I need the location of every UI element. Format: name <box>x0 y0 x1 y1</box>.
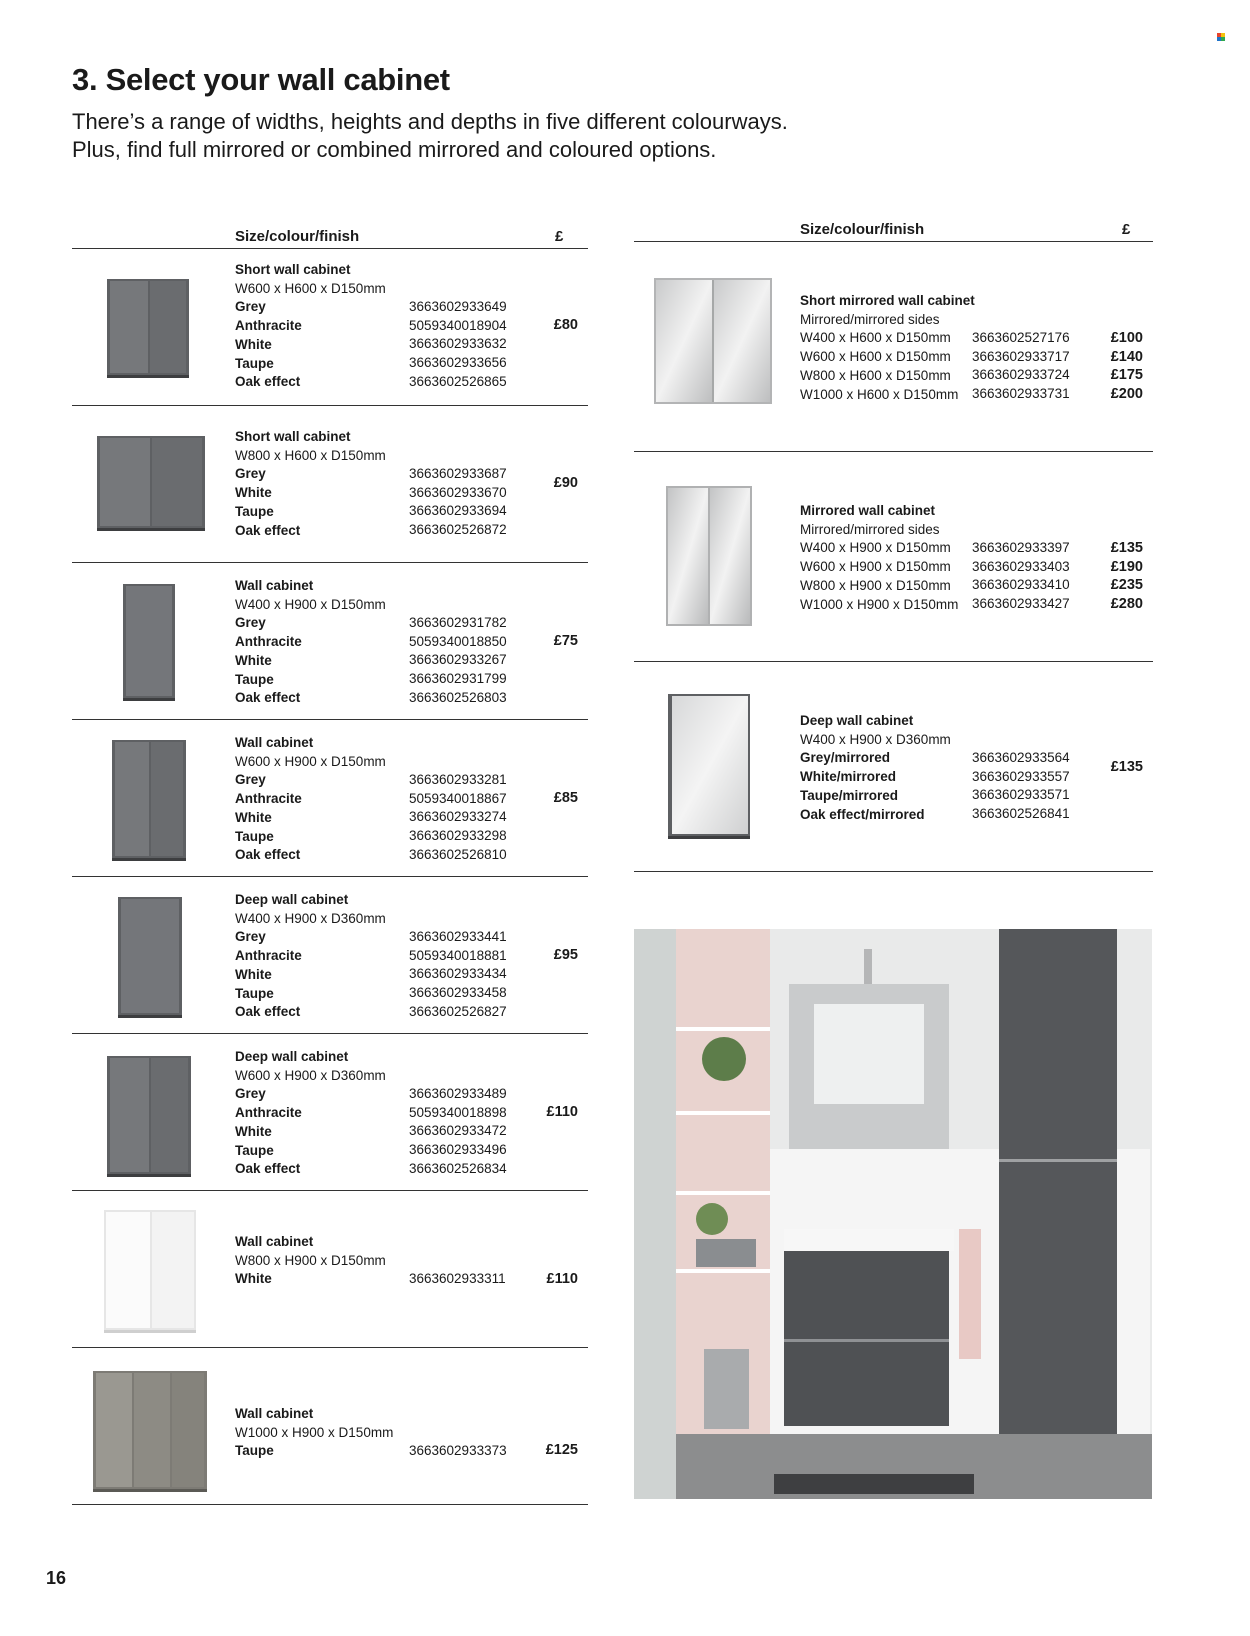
product-title: Deep wall cabinet <box>800 713 914 728</box>
product-size: W600 x H600 x D150mm <box>800 349 951 365</box>
product-price: £175 <box>1110 367 1143 384</box>
product-code: 5059340018898 <box>409 1104 507 1120</box>
product-size: W400 x H900 x D360mm <box>235 910 386 926</box>
finish: Grey/mirrored <box>800 750 891 766</box>
row-divider <box>634 871 1153 872</box>
finish: Taupe/mirrored <box>800 787 899 803</box>
product-code: 3663602933649 <box>409 299 507 314</box>
intro-text <box>72 108 972 164</box>
product-size: W600 x H600 x D150mm <box>235 280 386 296</box>
product-size: W600 x H900 x D150mm <box>800 559 951 575</box>
product-row <box>72 249 588 406</box>
product-size: W400 x H900 x D150mm <box>235 596 386 612</box>
product-size: W1000 x H600 x D150mm <box>800 386 959 402</box>
product-price: £125 <box>545 1442 578 1458</box>
product-title: Wall cabinet <box>235 1406 314 1421</box>
finish: Taupe <box>235 355 274 371</box>
finish: Oak effect <box>235 847 301 863</box>
finish: Grey <box>235 1086 266 1102</box>
product-code: 3663602933427 <box>972 596 1070 612</box>
product-price: £135 <box>1110 759 1143 775</box>
finish: White <box>235 652 272 668</box>
finish: Anthracite <box>235 791 302 807</box>
finish: Oak effect <box>235 374 301 390</box>
bathroom-photo <box>634 929 1152 1499</box>
product-row <box>72 1034 588 1191</box>
finish: Grey <box>235 772 266 788</box>
product-size: W800 x H900 x D150mm <box>800 577 951 593</box>
product-size: W1000 x H900 x D150mm <box>235 1424 394 1440</box>
product-size: W400 x H900 x D150mm <box>800 540 951 556</box>
product-size: W600 x H900 x D150mm <box>235 753 386 769</box>
product-code: 3663602933267 <box>409 652 507 668</box>
product-code: 3663602933557 <box>972 768 1070 784</box>
intro-line-1: There’s a range of widths, heights and depths in five different colourways. <box>72 109 788 134</box>
brand-logo-icon <box>1217 33 1225 41</box>
cabinet-image <box>72 249 232 405</box>
product-code: 3663602933632 <box>409 336 507 352</box>
product-code: 3663602933434 <box>409 966 507 982</box>
product-code: 3663602526841 <box>972 806 1070 822</box>
product-price: £190 <box>1110 558 1143 575</box>
left-header-size: Size/colour/finish <box>235 228 360 245</box>
product-code: 3663602526834 <box>409 1160 507 1176</box>
product-row <box>634 242 1153 451</box>
product-subtitle: Mirrored/mirrored sides <box>800 311 940 327</box>
cabinet-image <box>634 242 794 422</box>
product-title: Short wall cabinet <box>235 262 351 277</box>
product-code: 3663602933410 <box>972 577 1070 593</box>
product-code: 3663602933472 <box>409 1123 507 1139</box>
product-size: W400 x H600 x D150mm <box>800 330 951 346</box>
finish: White <box>235 809 272 825</box>
finish: White <box>235 1123 272 1139</box>
product-price: £110 <box>546 1104 578 1120</box>
product-price: £110 <box>546 1271 578 1287</box>
product-row <box>72 1191 588 1348</box>
product-price: £95 <box>553 947 578 963</box>
finish: White <box>235 966 272 982</box>
product-code: 3663602933694 <box>409 503 507 519</box>
product-code: 3663602933274 <box>409 809 507 825</box>
product-row <box>634 452 1153 661</box>
product-code: 3663602933441 <box>409 929 507 944</box>
cabinet-image <box>634 662 794 842</box>
product-price: £140 <box>1110 348 1143 365</box>
finish: Oak effect <box>235 1161 301 1177</box>
product-size: W1000 x H900 x D150mm <box>800 596 959 612</box>
finish: Grey <box>235 615 266 631</box>
product-code: 3663602526865 <box>409 373 507 389</box>
product-size: W800 x H600 x D150mm <box>235 447 386 463</box>
product-code: 5059340018881 <box>409 947 507 963</box>
product-code: 5059340018850 <box>409 633 507 649</box>
finish: Oak effect/mirrored <box>800 806 925 822</box>
product-code: 3663602526803 <box>409 689 507 705</box>
product-code: 3663602933298 <box>409 828 507 844</box>
product-title: Wall cabinet <box>235 1234 314 1249</box>
product-size: W800 x H600 x D150mm <box>800 367 951 383</box>
finish: Taupe <box>235 828 274 844</box>
cabinet-image <box>72 877 232 1033</box>
product-row <box>72 406 588 563</box>
product-code: 3663602931782 <box>409 615 507 630</box>
product-size: W600 x H900 x D360mm <box>235 1067 386 1083</box>
product-code: 3663602933397 <box>972 540 1070 555</box>
row-divider <box>72 1504 588 1505</box>
finish: Taupe <box>235 1142 274 1158</box>
product-title: Wall cabinet <box>235 578 314 593</box>
finish: Oak effect <box>235 690 301 706</box>
cabinet-image <box>72 720 232 876</box>
finish: Grey <box>235 466 266 482</box>
product-title: Mirrored wall cabinet <box>800 503 936 518</box>
product-code: 3663602933403 <box>972 558 1070 574</box>
product-price: £75 <box>553 633 578 649</box>
product-price: £135 <box>1110 540 1143 556</box>
product-row <box>72 1348 588 1505</box>
finish: Grey <box>235 929 266 945</box>
right-header-price: £ <box>1122 221 1131 238</box>
product-code: 3663602933281 <box>409 772 507 787</box>
finish: Anthracite <box>235 634 302 650</box>
product-code: 3663602933687 <box>409 466 507 481</box>
product-row <box>634 662 1153 871</box>
product-code: 3663602933311 <box>409 1271 506 1286</box>
finish: Grey <box>235 299 266 315</box>
finish: Anthracite <box>235 948 302 964</box>
product-title: Short wall cabinet <box>235 429 351 444</box>
finish: Anthracite <box>235 1105 302 1121</box>
cabinet-image <box>72 1191 232 1347</box>
product-row <box>72 877 588 1034</box>
product-subtitle: Mirrored/mirrored sides <box>800 521 940 537</box>
page-title: 3. Select your wall cabinet <box>72 62 450 97</box>
product-title: Deep wall cabinet <box>235 892 349 907</box>
product-code: 3663602933373 <box>409 1443 507 1458</box>
finish: White <box>235 1271 272 1287</box>
product-row <box>72 720 588 877</box>
left-header-price: £ <box>555 228 564 245</box>
product-code: 5059340018867 <box>409 790 507 806</box>
product-price: £200 <box>1110 386 1143 403</box>
product-code: 5059340018904 <box>409 317 507 333</box>
product-title: Deep wall cabinet <box>235 1049 349 1064</box>
product-code: 3663602933724 <box>972 367 1070 383</box>
product-price: £90 <box>553 475 578 491</box>
product-price: £235 <box>1110 577 1143 594</box>
cabinet-image <box>72 563 232 719</box>
product-price: £85 <box>553 790 578 806</box>
finish: White/mirrored <box>800 769 897 785</box>
finish: White <box>235 485 272 501</box>
cabinet-image <box>72 1034 232 1190</box>
finish: Taupe <box>235 985 274 1001</box>
product-code: 3663602933717 <box>972 348 1070 364</box>
product-code: 3663602526810 <box>409 846 507 862</box>
product-code: 3663602526872 <box>409 522 507 538</box>
product-price: £100 <box>1110 330 1143 346</box>
product-size: W800 x H900 x D150mm <box>235 1252 386 1268</box>
finish: Taupe <box>235 503 274 519</box>
product-code: 3663602933656 <box>409 355 507 371</box>
finish: Taupe <box>235 1443 274 1459</box>
finish: Taupe <box>235 671 274 687</box>
product-code: 3663602933670 <box>409 484 507 500</box>
finish: Oak effect <box>235 1004 301 1020</box>
cabinet-image <box>72 1348 232 1504</box>
product-code: 3663602933496 <box>409 1142 507 1158</box>
product-code: 3663602527176 <box>972 330 1070 345</box>
product-code: 3663602933571 <box>972 787 1070 803</box>
product-title: Short mirrored wall cabinet <box>800 293 975 308</box>
product-code: 3663602933731 <box>972 386 1070 402</box>
product-code: 3663602933458 <box>409 985 507 1001</box>
finish: Anthracite <box>235 318 302 334</box>
product-code: 3663602526827 <box>409 1003 507 1019</box>
product-code: 3663602933489 <box>409 1086 507 1101</box>
intro-line-2: Plus, find full mirrored or combined mirrored and coloured options. <box>72 137 717 162</box>
product-price: £280 <box>1110 596 1143 613</box>
product-price: £80 <box>553 317 578 333</box>
cabinet-image <box>72 406 232 562</box>
product-size: W400 x H900 x D360mm <box>800 731 951 747</box>
page-number: 16 <box>46 1568 67 1588</box>
product-title: Wall cabinet <box>235 735 314 750</box>
right-header-size: Size/colour/finish <box>800 221 925 238</box>
product-code: 3663602933564 <box>972 750 1070 765</box>
finish: Oak effect <box>235 522 301 538</box>
product-row <box>72 563 588 720</box>
finish: White <box>235 336 272 352</box>
cabinet-image <box>634 452 794 632</box>
product-code: 3663602931799 <box>409 671 507 687</box>
